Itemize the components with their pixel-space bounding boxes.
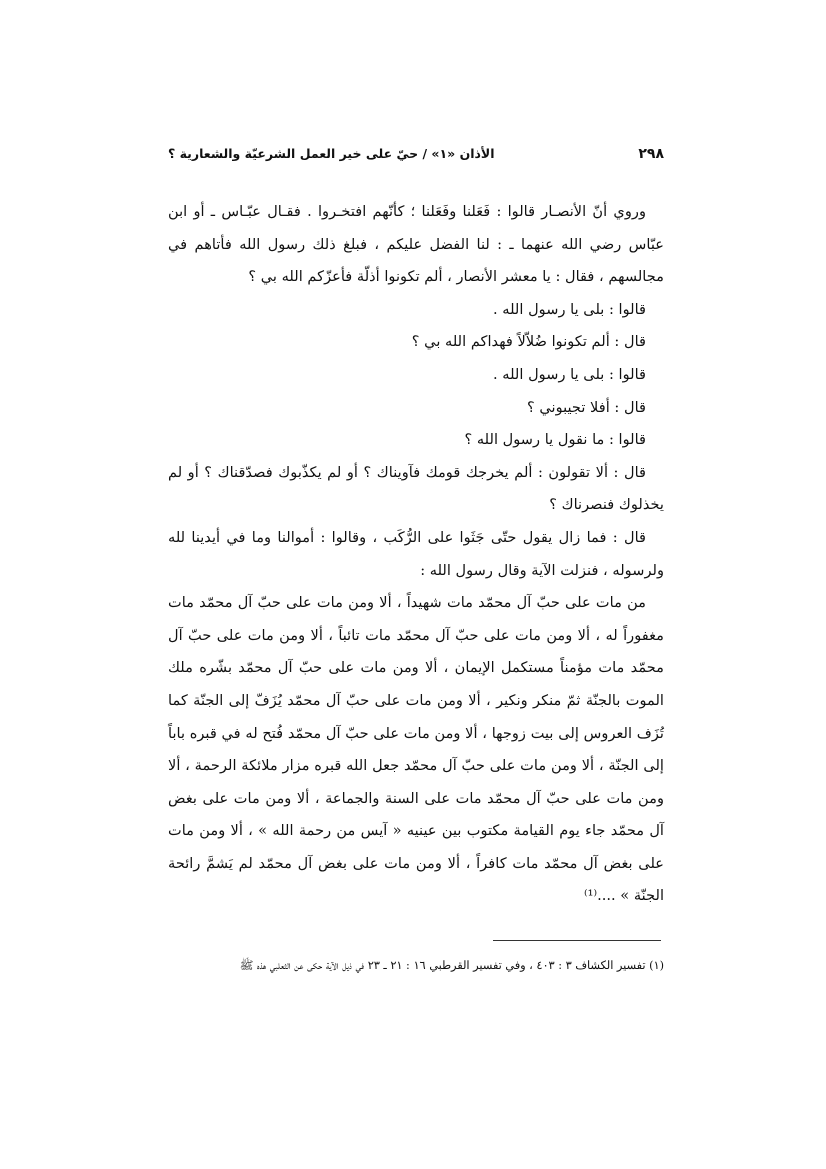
footnote-line [168,955,664,977]
paragraph: قال : ألم تكونوا ضُلاّلاً فهداكم الله بي ؟ [411,333,646,351]
footnote-text: (١) تفسير الكشاف ٣ : ٤٠٣ ، وفي تفسير القرطبي ١٦ : ٢١ ـ ٢٣ في ذيل الآية حكى عن الثعلبي هذه [253,959,664,972]
paragraph: قالوا : ما نقول يا رسول الله ؟ [464,431,646,449]
paragraph: وروي أنّ الأنصـار قالوا : فَعَلنا وفَعَلنا ؛ كأنّهم افتخـروا . فقـال عبّـاس ـ أو ابن عبّاس رضي الله عنهما ـ : لنا الفضل عليكم ، فبلغ ذلك رسول الله فأتاهم في مجالسهم ، فقال : يا معشر الأنصار ، ألم تكونوا أذلّة فأعزّكم الله بي ؟ [168,203,664,286]
body-text [168,196,664,913]
footnote-symbol: ﷺ [239,959,254,972]
paragraph: قال : فما زال يقول حتّى جَثَوا على الرُّكَب ، وقالوا : أموالنا وما في أيدينا لله ولرسوله ، فنزلت الآية وقال رسول الله : [168,528,664,579]
page-header [168,146,664,176]
footnote [168,955,664,977]
paragraph: من مات على حبّ آل محمّد مات شهيداً ، ألا ومن مات على حبّ آل محمّد مات مغفوراً له ، ألا ومن مات على حبّ آل محمّد مات تائباً ، ألا ومن مات على حبّ آل محمّد مات مؤمناً مستكمل الإيمان ، ألا ومن مات على حبّ آل محمّد بشّره ملك الموت بالجنّة ثمّ منكر ونكير ، ألا ومن مات على حبّ آل محمّد يُزَفّ إلى الجنّة كما تُزَف العروس إلى بيت زوجها ، ألا ومن مات على حبّ آل محمّد فُتح له في قبره باباً إلى الجنّة ، ألا ومن مات على حبّ آل محمّد جعل الله قبره مزار ملائكة الرحمة ، ألا ومن مات على حبّ آل محمّد مات على السنة والجماعة ، ألا ومن مات على بغض آل محمّد جاء يوم القيامة مكتوب بين عينيه « آيس من رحمة الله » ، ألا ومن مات على بغض آل محمّد مات كافراً ، ألا ومن مات على بغض آل محمّد لم يَشمَّ رائحة الجنّة » ....⁽¹⁾ [168,594,664,905]
page-number: ٢٩٨ [638,146,664,162]
paragraph: قالوا : بلى يا رسول الله . [493,300,646,318]
paragraph: قال : أفلا تجيبوني ؟ [526,398,646,416]
footnote-divider [493,940,661,941]
running-title: الأذان «١» / حيّ على خير العمل الشرعيّة والشعارية ؟ [168,146,495,161]
paragraph: قالوا : بلى يا رسول الله . [493,365,646,383]
paragraph: قال : ألا تقولون : ألم يخرجك قومك فآويناك ؟ أو لم يكذّبوك فصدّقناك ؟ أو لم يخذلوك فنصرناك ؟ [168,463,664,514]
